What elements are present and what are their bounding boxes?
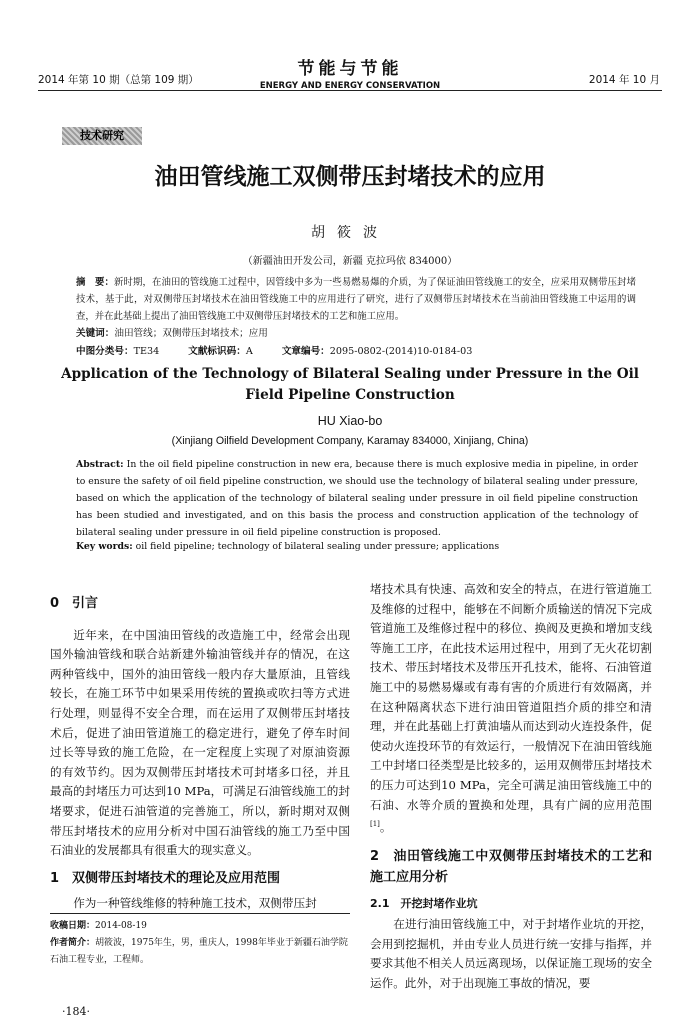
right-column bbox=[370, 580, 652, 994]
keywords-en-label: Key words: bbox=[76, 541, 133, 552]
received-label: 收稿日期： bbox=[50, 921, 96, 931]
keywords-cn-text: 油田管线；双侧带压封堵技术；应用 bbox=[114, 328, 268, 339]
article-number-value: 2095-0802-(2014)10-0184-03 bbox=[329, 346, 473, 357]
keywords-en bbox=[76, 541, 499, 552]
abstract-en bbox=[76, 456, 638, 541]
abstract-cn-label: 摘 要： bbox=[76, 277, 114, 288]
abstract-cn bbox=[76, 274, 636, 325]
page-number: ·184· bbox=[62, 1005, 90, 1018]
article-number-label: 文章编号： bbox=[281, 346, 330, 357]
author-cn: 胡筱波 bbox=[311, 225, 389, 241]
received-date: 2014-08-19 bbox=[95, 921, 147, 931]
citation-ref: [1] bbox=[370, 820, 380, 829]
affiliation-cn: （新疆油田开发公司，新疆 克拉玛依 834000） bbox=[242, 256, 458, 267]
abstract-en-label: Abstract: bbox=[76, 459, 124, 470]
classification-line bbox=[76, 343, 636, 357]
subsection-2-1-paragraph: 在进行油田管线施工中，对于封堵作业坑的开挖，会用到挖掘机，并由专业人员进行统一安排与指挥，并要求其他不相关人员远离现场，以保证施工现场的安全运作。此外，对于出现施工事故的情况，要 bbox=[370, 917, 652, 990]
abstract-cn-text: 新时期，在油田的管线施工过程中，因管线中多为一些易燃易爆的介质，为了保证油田管线施工的安全，应采用双侧带压封堵技术，基于此，对双侧带压封堵技术在油田管线施工中的应用进行了研究，进行了双侧带压封堵技术在当前油田管线施工中运用的调查，并在此基础上提出了油田管线施工中双侧带压封堵技术的工艺和施工应用。 bbox=[76, 277, 636, 322]
clc-value: TE34 bbox=[133, 346, 160, 357]
abstract-en-text: In the oil field pipeline construction in new era, because there is much explosive media in pipeline, in order to ensure the safety of oil field pipeline construction, we should use the technology of bilateral sealing under pressure, based on which the application of the technology of bilateral sealing under pressure in oil field pipeline construction has been studied and investigated, and on this basis the process and construction application of the technology of bilateral sealing under pressure in oil field pipeline construction is proposed. bbox=[76, 459, 638, 538]
subsection-2-1-heading: 2.1 开挖封堵作业坑 bbox=[370, 896, 478, 910]
right-paragraph-1-end: 。 bbox=[379, 819, 392, 834]
journal-title-en: ENERGY AND ENERGY CONSERVATION bbox=[259, 81, 441, 91]
keywords-cn bbox=[76, 325, 268, 339]
section-0-heading: 0 引言 bbox=[50, 596, 99, 611]
keywords-cn-label: 关键词： bbox=[76, 328, 115, 339]
title-en: Application of the Technology of Bilateral Sealing under Pressure in the Oil Field Pipeline Construction bbox=[61, 366, 639, 403]
doc-code-label: 文献标识码： bbox=[188, 346, 246, 357]
section-1-heading: 1 双侧带压封堵技术的理论及应用范围 bbox=[50, 870, 281, 886]
column-tag: 技术研究 bbox=[62, 127, 142, 145]
doc-code-value: A bbox=[245, 346, 253, 357]
footnote-rule bbox=[50, 913, 350, 914]
title-cn: 油田管线施工双侧带压封堵技术的应用 bbox=[154, 164, 546, 190]
left-column bbox=[50, 594, 350, 914]
header-date: 2014 年 10 月 bbox=[588, 74, 660, 86]
journal-title-cn: 节能与节能 bbox=[297, 59, 403, 79]
section-2-heading: 2 油田管线施工中双侧带压封堵技术的工艺和施工应用分析 bbox=[370, 848, 652, 885]
header-issue: 2014 年第 10 期（总第 109 期） bbox=[38, 74, 199, 86]
bio-label: 作者简介： bbox=[50, 938, 96, 948]
footnote bbox=[50, 918, 350, 969]
author-en: HU Xiao-bo bbox=[317, 414, 383, 428]
intro-paragraph: 近年来，在中国油田管线的改造施工中，经常会出现国外输油管线和联合站新建外输油管线并存的情况，在这两种管线中，国外的油田管线一般内存大量原油，且管线较长，在施工环节中如果采用传统的置换或吹扫等方式进行处理，则显得不安全合理，而在运用了双侧带压封堵技术后，促进了油田管道施工的稳定进行，避免了停车时间过长等导致的施工危险，在一定程度上实现了对原油资源的有效节约。因为双侧带压封堵技术可封堵多口径，并且最高的封堵压力可达到10 MPa，可满足石油管线施工的封堵要求，促进石油管道的完善施工，所以，新时期对双侧带压封堵技术的应用分析对中国石油管线的施工乃至中国石油业的发展都具有很重大的现实意义。 bbox=[50, 627, 350, 858]
header-rule bbox=[38, 90, 662, 91]
keywords-en-text: oil field pipeline; technology of bilateral sealing under pressure; applications bbox=[135, 541, 500, 552]
right-paragraph-1 bbox=[370, 580, 652, 838]
clc-label: 中图分类号： bbox=[76, 346, 134, 357]
affiliation-en: (Xinjiang Oilfield Development Company, Karamay 834000, Xinjiang, China) bbox=[171, 435, 529, 447]
right-paragraph-1-text: 堵技术具有快速、高效和安全的特点，在进行管道施工及维修的过程中，能够在不间断介质输送的情况下完成管道施工及维修过程中的移位、换阀及更换和增加支线等施工工序，在此技术运用过程中，用到了无火花切割技术、带压封堵技术及带压开孔技术，能将、石油管道施工中的易燃易爆或有毒有害的介质进行有效隔离，并在这种隔离状态下进行油田管道阻挡介质的排空和清理，并在此基础上打黄油墙从而达到动火连投条件，促使动火连投环节的有效运行，一般情况下在油田管线施工中封堵口径类型是比较多的，运用双侧带压封堵技术的压力可达到10 MPa，完全可满足油田管线施工中的石油、水等介质的置换和处理，具有广阔的应用范围 bbox=[370, 582, 652, 812]
author-bio: 胡筱波，1975年生，男，重庆人，1998年毕业于新疆石油学院石油工程专业，工程师。 bbox=[50, 938, 348, 965]
section-1-paragraph: 作为一种管线维修的特种施工技术，双侧带压封 bbox=[73, 896, 317, 911]
